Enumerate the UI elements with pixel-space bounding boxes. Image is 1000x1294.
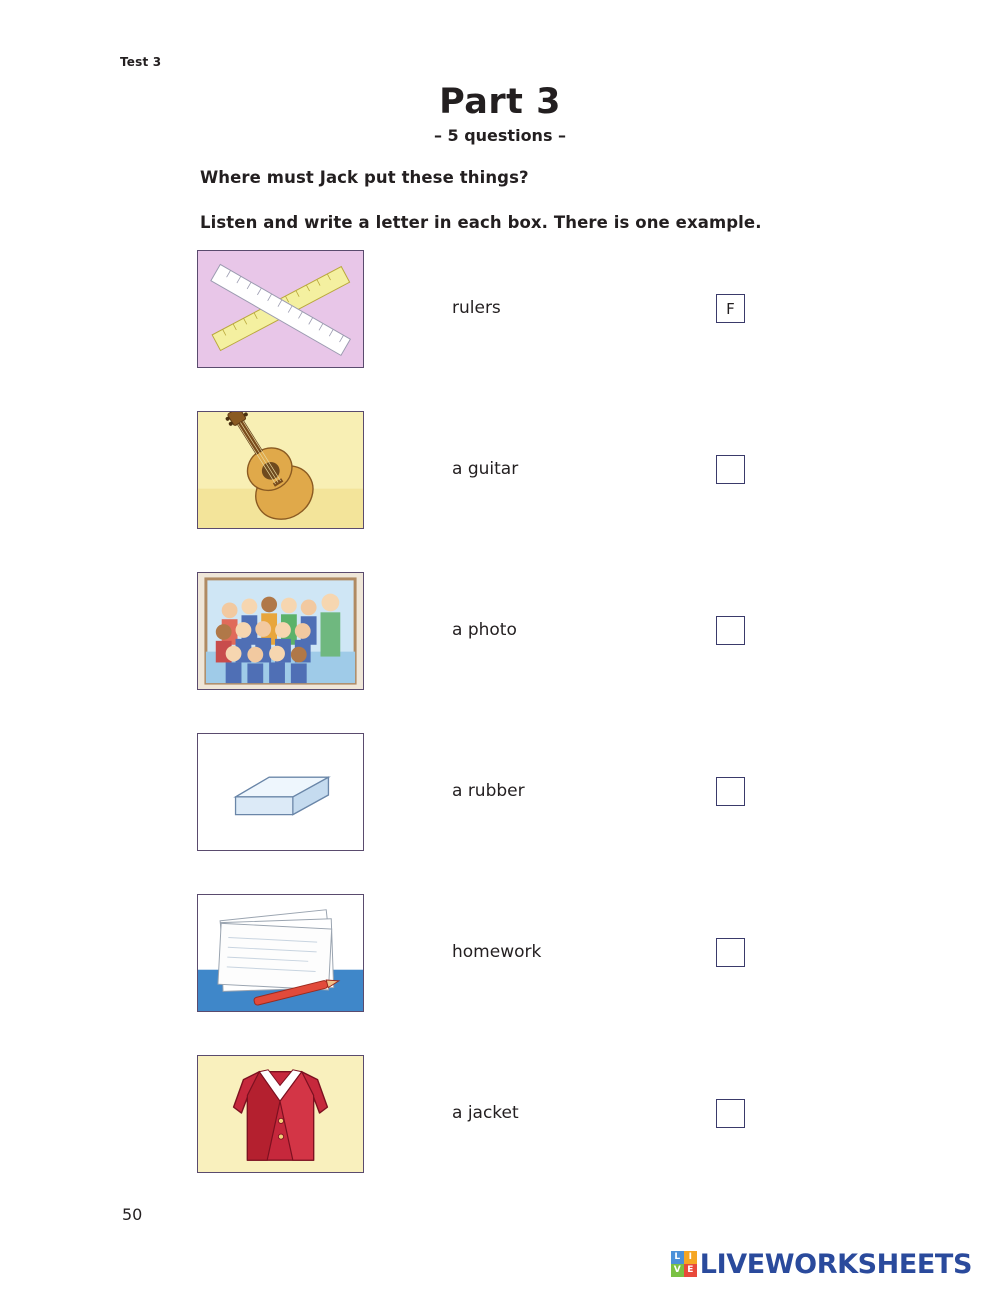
question-count-subtitle: – 5 questions – [433, 126, 567, 145]
list-item [0, 250, 1000, 411]
list-item [0, 572, 1000, 733]
answer-box[interactable] [716, 455, 745, 484]
logo-letter-i: I [684, 1251, 697, 1264]
test-label: Test 3 [120, 55, 162, 69]
instruction-primary: Where must Jack put these things? [200, 168, 529, 187]
jacket-illustration [197, 1055, 364, 1173]
page-title: Part 3 [439, 82, 561, 122]
liveworksheets-logo[interactable] [671, 1249, 972, 1279]
item-label: a rubber [452, 781, 525, 801]
item-label: homework [452, 942, 542, 962]
liveworksheets-mark-icon [671, 1251, 697, 1277]
item-label: a photo [452, 620, 517, 640]
item-label: a jacket [452, 1103, 519, 1123]
list-item [0, 894, 1000, 1055]
item-label: rulers [452, 298, 501, 318]
class-photo-illustration [197, 572, 364, 690]
instruction-secondary: Listen and write a letter in each box. There is one example. [200, 213, 762, 232]
page-number: 50 [122, 1205, 143, 1224]
logo-letter-v: V [671, 1264, 684, 1277]
homework-papers-illustration [197, 894, 364, 1012]
logo-letter-e: E [684, 1264, 697, 1277]
answer-box[interactable] [716, 1099, 745, 1128]
list-item [0, 411, 1000, 572]
answer-box[interactable] [716, 777, 745, 806]
guitar-illustration [197, 411, 364, 529]
answer-box[interactable] [716, 616, 745, 645]
liveworksheets-wordmark: LIVEWORKSHEETS [699, 1248, 972, 1280]
item-label: a guitar [452, 459, 519, 479]
answer-box[interactable]: F [716, 294, 745, 323]
question-list [0, 250, 1000, 1216]
rubber-eraser-illustration [197, 733, 364, 851]
answer-box[interactable] [716, 938, 745, 967]
rulers-illustration [197, 250, 364, 368]
list-item [0, 1055, 1000, 1216]
list-item [0, 733, 1000, 894]
logo-letter-l: L [671, 1251, 684, 1264]
